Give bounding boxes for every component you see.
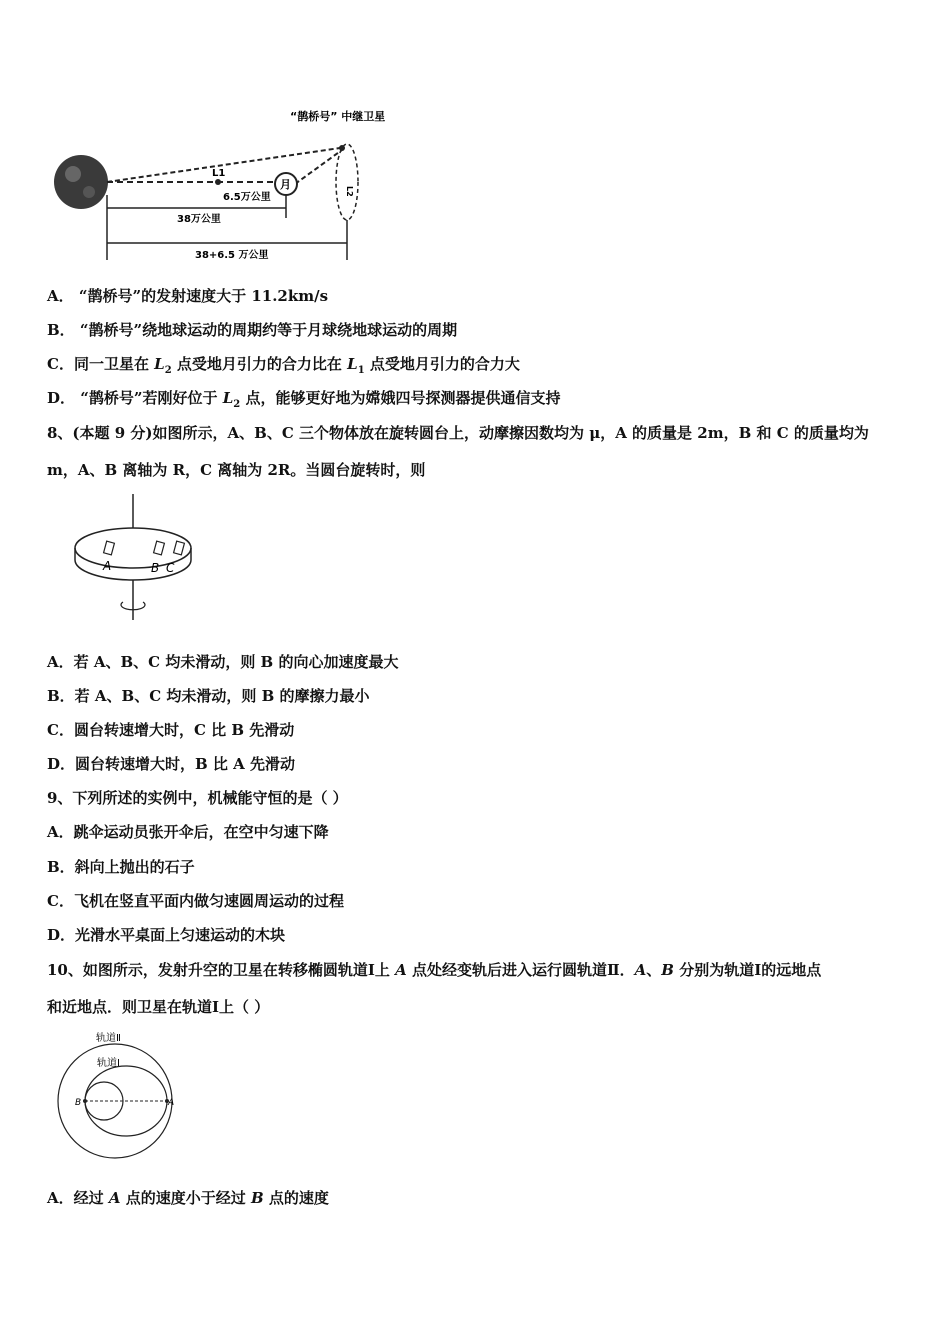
- dist-total-label: 38+6.5 万公里: [195, 250, 269, 261]
- point-a-label: A: [168, 1098, 175, 1108]
- q8-option-d: D．圆台转速增大时，B 比 A 先滑动: [47, 755, 295, 773]
- q9-option-b: B．斜向上抛出的石子: [47, 858, 195, 876]
- q8-option-a: A．若 A、B、C 均未滑动，则 B 的向心加速度最大: [47, 653, 399, 671]
- orbit-1-label: 轨道Ⅰ: [97, 1058, 120, 1069]
- dist-65-label: 6.5万公里: [223, 192, 271, 203]
- label-a: A: [103, 559, 112, 573]
- q7-option-d: D． “鹊桥号”若刚好位于 $L_2$ 点，能够更好地为嫦娥四号探测器提供通信支持: [47, 389, 561, 410]
- relay-satellite-icon: [339, 145, 345, 151]
- q7-option-a: A． “鹊桥号”的发射速度大于 11.2km/s: [47, 287, 329, 305]
- q8-stem-line1: 8、(本题 9 分)如图所示，A、B、C 三个物体放在旋转圆台上，动摩擦因数均为 μ，A 的质量是 2m，B 和 C 的质量均为: [47, 424, 869, 442]
- earth-moon-l2-diagram: [45, 100, 415, 265]
- q10-stem-line2: 和近地点．则卫星在轨道Ⅰ上（ ）: [47, 998, 270, 1016]
- q10-stem-line1: 10、如图所示，发射升空的卫星在转移椭圆轨道Ⅰ上 A 点处经变轨后进入运行圆轨道Ⅱ．A、B 分别为轨道Ⅰ的远地点: [47, 961, 822, 979]
- label-b: B: [151, 561, 160, 575]
- halo-orbit: [336, 144, 358, 220]
- orbit-2-label: 轨道Ⅱ: [96, 1033, 121, 1044]
- earth-icon: [54, 155, 108, 209]
- moon-label: 月: [280, 178, 291, 191]
- q9-stem: 9、下列所述的实例中，机械能守恒的是（ ）: [47, 789, 348, 807]
- q8-option-c: C．圆台转速增大时，C 比 B 先滑动: [47, 721, 295, 739]
- dist-38-label: 38万公里: [177, 214, 221, 225]
- label-c: C: [166, 561, 175, 575]
- q10-option-a: A．经过 A 点的速度小于经过 B 点的速度: [47, 1189, 329, 1207]
- l1-label: L1: [212, 168, 226, 179]
- q7-option-c: C．同一卫星在 $L_2$ 点受地月引力的合力比在 $L_1$ 点受地月引力的合力大: [47, 355, 520, 376]
- turntable-diagram: [45, 492, 215, 627]
- q9-option-a: A．跳伞运动员张开伞后，在空中匀速下降: [47, 823, 329, 841]
- q8-stem-line2: m，A、B 离轴为 R，C 离轴为 2R。当圆台旋转时，则: [47, 461, 426, 479]
- satellite-label: “鹊桥号” 中继卫星: [290, 110, 386, 123]
- point-b-label: B: [75, 1098, 82, 1108]
- orbit-diagram: [45, 1026, 195, 1161]
- q9-option-c: C．飞机在竖直平面内做匀速圆周运动的过程: [47, 892, 344, 910]
- q8-option-b: B．若 A、B、C 均未滑动，则 B 的摩擦力最小: [47, 687, 370, 705]
- l2-label: L2: [345, 186, 354, 197]
- q9-option-d: D．光滑水平桌面上匀速运动的木块: [47, 926, 286, 944]
- q7-option-b: B． “鹊桥号”绕地球运动的周期约等于月球绕地球运动的周期: [47, 321, 458, 339]
